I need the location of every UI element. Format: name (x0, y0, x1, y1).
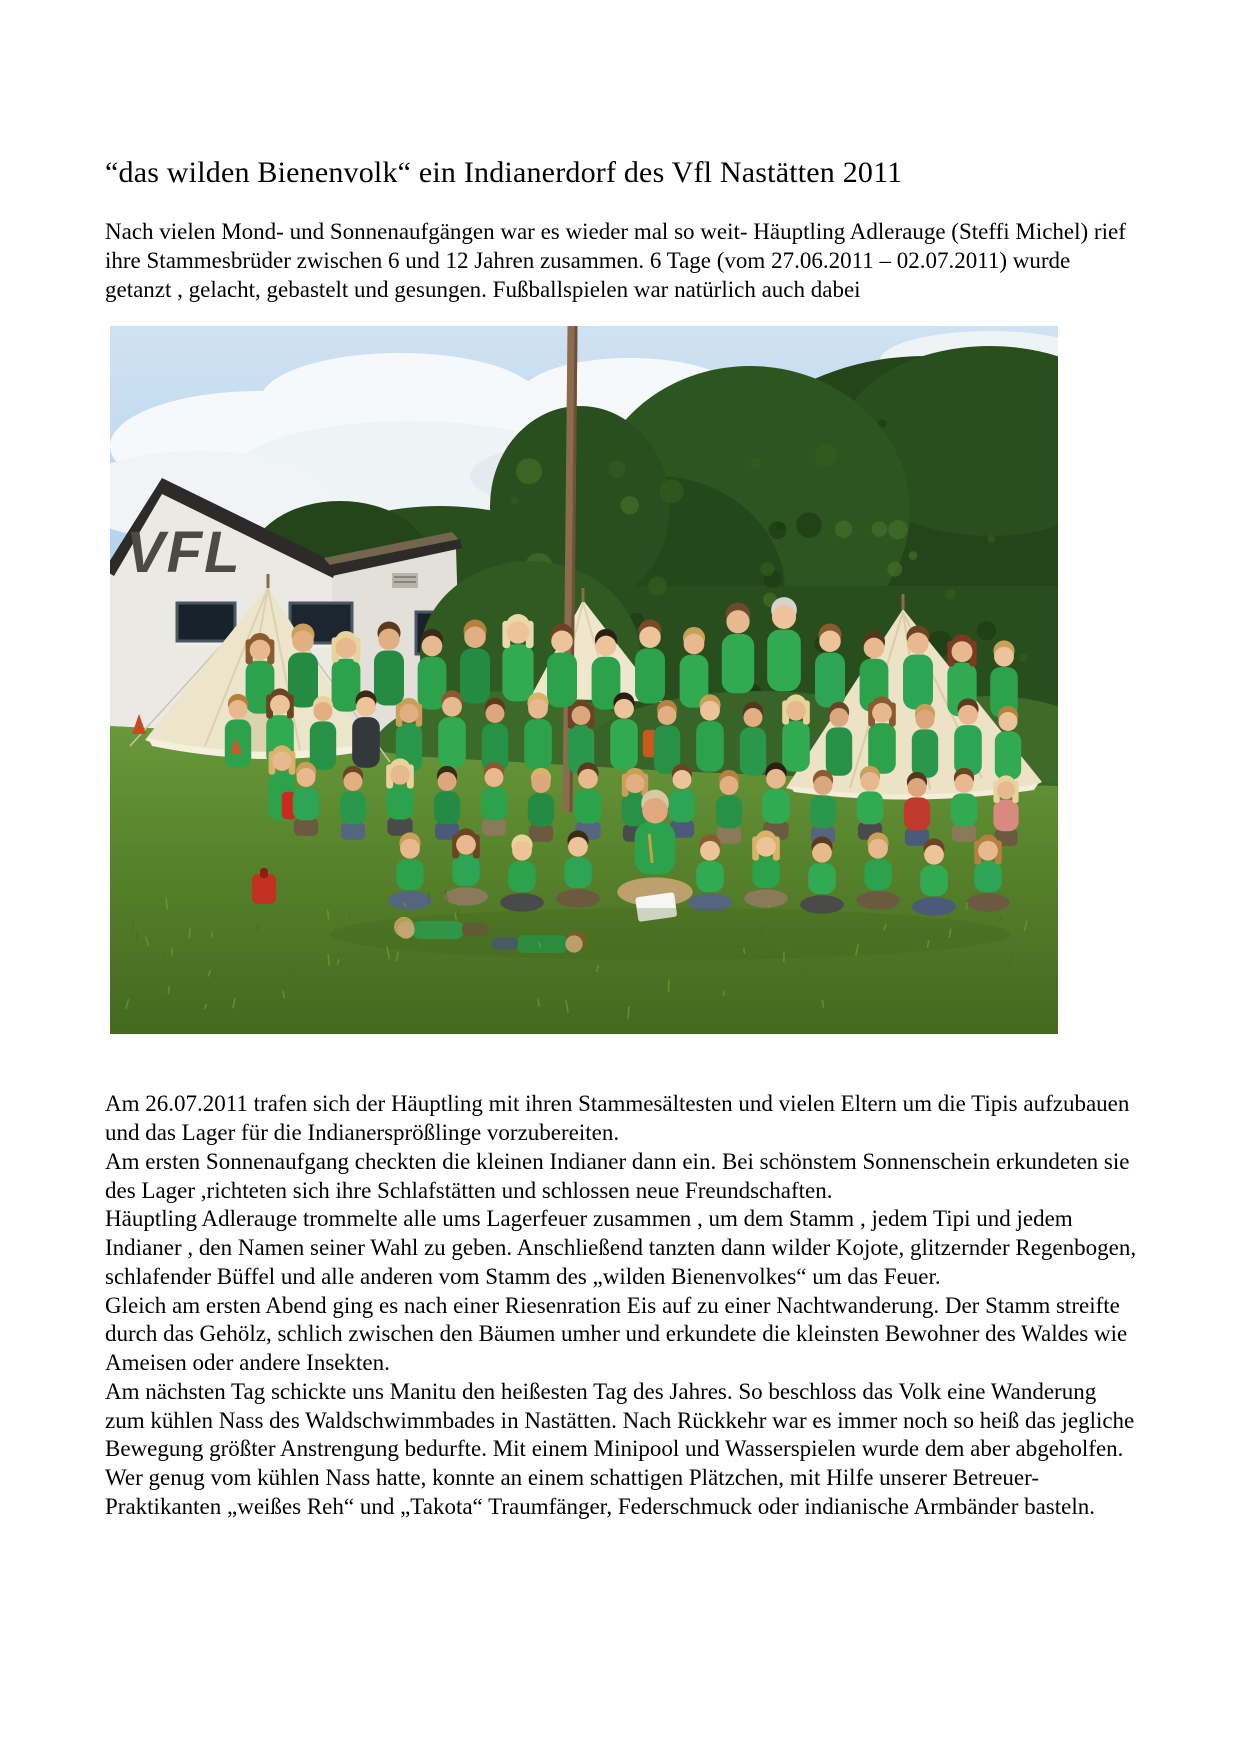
camp-photo-illustration (110, 326, 1058, 1034)
paragraph-1: Am 26.07.2011 trafen sich der Häuptling mit ihren Stammesältesten und vielen Eltern um die Tipis aufzubauen und das Lager für die Indianersprößlinge vorzubereiten. (105, 1091, 1130, 1145)
paragraph-2: Am ersten Sonnenaufgang checkten die kleinen Indianer dann ein. Bei schönstem Sonnenschein erkundeten sie des Lager ,richteten sich ihre Schlafstätten und schlossen neue Freundschaften. (105, 1148, 1130, 1203)
document-title: “das wilden Bienenvolk“ ein Indianerdorf des Vfl Nastätten 2011 (105, 156, 903, 189)
vent-grille (392, 573, 418, 588)
paragraph-4: Gleich am ersten Abend ging es nach einer Riesenration Eis auf zu einer Nachtwanderung. Der Stamm streifte durch das Gehölz, schlich zwischen den Bäumen umher und erkundete die kleinsten Bewohner des Waldes wie Ameisen oder andere Insekten. (105, 1292, 1128, 1375)
camp-group-photo (110, 326, 1058, 1034)
vfl-sign-text: VFL (126, 520, 242, 586)
main-text-block (105, 1090, 1140, 1521)
intro-paragraph: Nach vielen Mond- und Sonnenaufgängen war es wieder mal so weit- Häuptling Adlerauge (Steffi Michel) rief ihre Stammesbrüder zwischen 6 und 12 Jahren zusammen. 6 Tage (vom 27.06.2011 – 02.07.2011) wurde getanzt , gelacht, gebastelt und gesungen. Fußballspielen war natürlich auch dabei (105, 219, 1126, 302)
paragraph-3: Häuptling Adlerauge trommelte alle ums Lagerfeuer zusammen , um dem Stamm , jedem Tipi und jedem Indianer , den Namen seiner Wahl zu geben. Anschließend tanzten dann wilder Kojote, glitzernder Regenbogen, schlafender Büffel und alle anderen vom Stamm des „wilden Bienenvolkes“ um das Feuer. (105, 1206, 1137, 1289)
paragraph-5: Am nächsten Tag schickte uns Manitu den heißesten Tag des Jahres. So beschloss das Volk eine Wanderung zum kühlen Nass des Waldschwimmbades in Nastätten. Nach Rückkehr war es immer noch so heiß das jegliche Bewegung größter Anstrengung bedurfte. Mit einem Minipool und Wasserspielen wurde dem aber abgeholfen. Wer genug vom kühlen Nass hatte, konnte an einem schattigen Plätzchen, mit Hilfe unserer Betreuer-Praktikanten „weißes Reh“ und „Takota“ Traumfänger, Federschmuck oder indianische Armbänder basteln. (105, 1378, 1135, 1519)
